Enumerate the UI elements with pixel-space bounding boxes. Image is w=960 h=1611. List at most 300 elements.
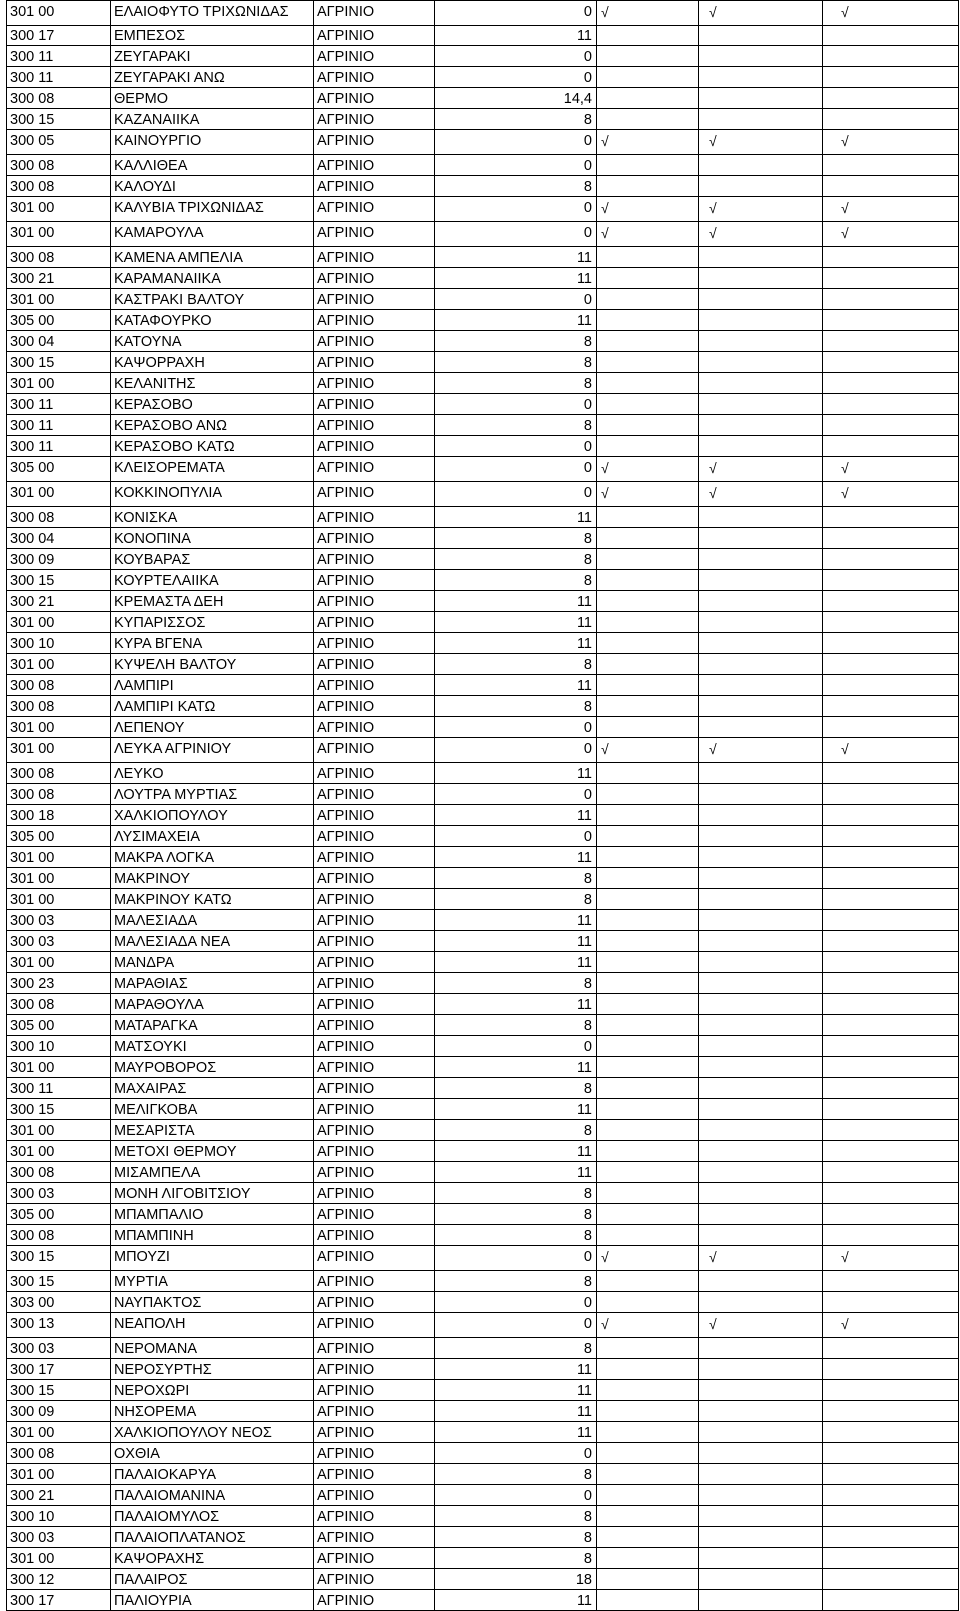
municipality-cell: ΑΓΡΙΝΙΟ (313, 784, 434, 804)
table-row (6, 1380, 959, 1401)
municipality-cell: ΑΓΡΙΝΙΟ (313, 549, 434, 569)
table-row (6, 717, 959, 738)
table-row (6, 310, 959, 331)
table-row (6, 1015, 959, 1036)
value-cell: 0 (434, 457, 596, 481)
locality-name-cell: ΠΑΛΑΙΟΜΥΛΟΣ (110, 1506, 313, 1526)
table-row (6, 88, 959, 109)
value-cell: 11 (434, 931, 596, 951)
table-row (6, 507, 959, 528)
postal-code-cell: 300 15 (6, 1099, 110, 1119)
postal-code-cell: 300 04 (6, 331, 110, 351)
check-mark-3-cell (822, 436, 959, 456)
check-mark-2-cell (698, 952, 822, 972)
municipality-cell: ΑΓΡΙΝΙΟ (313, 507, 434, 527)
locality-name-cell: ΝΕΡΟΣΥΡΤΗΣ (110, 1359, 313, 1379)
value-cell: 8 (434, 1506, 596, 1526)
check-mark-2-cell (698, 394, 822, 414)
value-cell: 11 (434, 1380, 596, 1400)
municipality-cell: ΑΓΡΙΝΙΟ (313, 847, 434, 867)
check-mark-2-cell (698, 247, 822, 267)
check-mark-1-cell (596, 910, 698, 930)
check-mark-1-cell (596, 507, 698, 527)
table-row (6, 1548, 959, 1569)
check-mark-1-cell (596, 394, 698, 414)
check-mark-1-cell (596, 155, 698, 175)
postal-code-cell: 301 00 (6, 197, 110, 221)
postal-code-cell: 300 08 (6, 675, 110, 695)
postal-code-cell: 301 00 (6, 717, 110, 737)
check-mark-1-cell (596, 1548, 698, 1568)
check-mark-1-cell (596, 1015, 698, 1035)
table-row (6, 268, 959, 289)
table-row (6, 247, 959, 268)
check-mark-2-cell (698, 176, 822, 196)
municipality-cell: ΑΓΡΙΝΙΟ (313, 1548, 434, 1568)
municipality-cell: ΑΓΡΙΝΙΟ (313, 1, 434, 25)
check-mark-3-cell (822, 67, 959, 87)
check-mark-1-cell (596, 268, 698, 288)
check-mark-2-cell (698, 973, 822, 993)
municipality-cell: ΑΓΡΙΝΙΟ (313, 268, 434, 288)
check-mark-2-cell: √ (698, 1246, 822, 1270)
value-cell: 0 (434, 222, 596, 246)
check-mark-1-cell (596, 717, 698, 737)
check-mark-3-cell (822, 310, 959, 330)
check-mark-1-cell (596, 696, 698, 716)
table-row (6, 1204, 959, 1225)
check-mark-3-cell (822, 176, 959, 196)
check-mark-1-cell (596, 436, 698, 456)
value-cell: 8 (434, 1204, 596, 1224)
municipality-cell: ΑΓΡΙΝΙΟ (313, 1506, 434, 1526)
value-cell: 8 (434, 1338, 596, 1358)
check-mark-2-cell (698, 352, 822, 372)
postal-code-cell: 301 00 (6, 482, 110, 506)
check-mark-3-cell (822, 1183, 959, 1203)
check-mark-2-cell (698, 994, 822, 1014)
postal-code-cell: 300 15 (6, 1380, 110, 1400)
check-mark-3-cell (822, 612, 959, 632)
municipality-cell: ΑΓΡΙΝΙΟ (313, 1485, 434, 1505)
check-mark-1-cell: √ (596, 738, 698, 762)
table-row (6, 654, 959, 675)
table-row (6, 176, 959, 197)
value-cell: 8 (434, 654, 596, 674)
locality-name-cell: ΜΟΝΗ ΛΙΓΟΒΙΤΣΙΟΥ (110, 1183, 313, 1203)
postal-code-cell: 301 00 (6, 1464, 110, 1484)
municipality-cell: ΑΓΡΙΝΙΟ (313, 197, 434, 221)
check-mark-2-cell: √ (698, 1313, 822, 1337)
check-mark-3-cell (822, 1225, 959, 1245)
check-mark-2-cell (698, 612, 822, 632)
value-cell: 11 (434, 1590, 596, 1610)
check-mark-1-cell (596, 994, 698, 1014)
locality-name-cell: ΧΑΛΚΙΟΠΟΥΛΟΥ ΝΕΟΣ (110, 1422, 313, 1442)
check-mark-1-cell (596, 88, 698, 108)
postal-code-cell: 300 08 (6, 784, 110, 804)
locality-name-cell: ΝΕΡΟΜΑΝΑ (110, 1338, 313, 1358)
check-mark-2-cell (698, 268, 822, 288)
locality-name-cell: ΚΛΕΙΣΟΡΕΜΑΤΑ (110, 457, 313, 481)
value-cell: 0 (434, 67, 596, 87)
municipality-cell: ΑΓΡΙΝΙΟ (313, 1141, 434, 1161)
check-mark-3-cell (822, 373, 959, 393)
check-mark-1-cell (596, 591, 698, 611)
value-cell: 0 (434, 46, 596, 66)
postal-code-cell: 301 00 (6, 847, 110, 867)
check-mark-1-cell (596, 847, 698, 867)
postal-code-cell: 300 15 (6, 109, 110, 129)
postal-code-cell: 300 11 (6, 1078, 110, 1098)
postal-code-cell: 301 00 (6, 654, 110, 674)
table-row (6, 1485, 959, 1506)
check-mark-2-cell (698, 1183, 822, 1203)
table-row (6, 1183, 959, 1204)
municipality-cell: ΑΓΡΙΝΙΟ (313, 763, 434, 783)
table-row (6, 847, 959, 868)
postal-code-cell: 300 10 (6, 1506, 110, 1526)
locality-name-cell: ΝΕΑΠΟΛΗ (110, 1313, 313, 1337)
municipality-cell: ΑΓΡΙΝΙΟ (313, 1359, 434, 1379)
value-cell: 8 (434, 1527, 596, 1547)
postal-code-cell: 301 00 (6, 1548, 110, 1568)
postal-code-cell: 301 00 (6, 1120, 110, 1140)
municipality-cell: ΑΓΡΙΝΙΟ (313, 1162, 434, 1182)
postal-code-cell: 300 23 (6, 973, 110, 993)
table-row (6, 696, 959, 717)
check-mark-2-cell (698, 1057, 822, 1077)
value-cell: 11 (434, 952, 596, 972)
check-mark-3-cell (822, 1590, 959, 1610)
check-mark-1-cell (596, 654, 698, 674)
value-cell: 8 (434, 868, 596, 888)
postal-code-cell: 300 08 (6, 763, 110, 783)
table-row (6, 952, 959, 973)
table-row (6, 973, 959, 994)
postal-code-cell: 303 00 (6, 1292, 110, 1312)
value-cell: 11 (434, 612, 596, 632)
table-row (6, 289, 959, 310)
check-mark-3-cell: √ (822, 222, 959, 246)
table-row (6, 994, 959, 1015)
locality-name-cell: ΜΕΣΑΡΙΣΤΑ (110, 1120, 313, 1140)
check-mark-1-cell (596, 633, 698, 653)
check-mark-3-cell: √ (822, 130, 959, 154)
check-mark-2-cell (698, 1338, 822, 1358)
municipality-cell: ΑΓΡΙΝΙΟ (313, 1569, 434, 1589)
check-mark-2-cell (698, 1380, 822, 1400)
municipality-cell: ΑΓΡΙΝΙΟ (313, 247, 434, 267)
check-mark-2-cell (698, 931, 822, 951)
value-cell: 8 (434, 352, 596, 372)
check-mark-3-cell (822, 1422, 959, 1442)
locality-name-cell: ΛΑΜΠΙΡΙ (110, 675, 313, 695)
check-mark-1-cell (596, 1271, 698, 1291)
check-mark-1-cell (596, 46, 698, 66)
municipality-cell: ΑΓΡΙΝΙΟ (313, 331, 434, 351)
check-mark-2-cell (698, 415, 822, 435)
value-cell: 11 (434, 1401, 596, 1421)
check-mark-3-cell (822, 1204, 959, 1224)
check-mark-3-cell (822, 109, 959, 129)
value-cell: 11 (434, 507, 596, 527)
value-cell: 0 (434, 1036, 596, 1056)
check-mark-2-cell (698, 549, 822, 569)
value-cell: 8 (434, 1015, 596, 1035)
check-mark-1-cell (596, 1120, 698, 1140)
check-mark-2-cell (698, 1120, 822, 1140)
postal-code-cell: 300 08 (6, 696, 110, 716)
postal-code-cell: 300 03 (6, 1183, 110, 1203)
locality-name-cell: ΚΑΛΥΒΙΑ ΤΡΙΧΩΝΙΔΑΣ (110, 197, 313, 221)
value-cell: 0 (434, 155, 596, 175)
check-mark-3-cell (822, 654, 959, 674)
postal-code-cell: 300 08 (6, 1162, 110, 1182)
locality-name-cell: ΜΑΧΑΙΡΑΣ (110, 1078, 313, 1098)
table-row (6, 331, 959, 352)
check-mark-3-cell (822, 549, 959, 569)
municipality-cell: ΑΓΡΙΝΙΟ (313, 373, 434, 393)
value-cell: 0 (434, 289, 596, 309)
locality-name-cell: ΚΟΝΙΣΚΑ (110, 507, 313, 527)
value-cell: 11 (434, 1057, 596, 1077)
check-mark-1-cell (596, 1078, 698, 1098)
postal-code-cell: 301 00 (6, 1422, 110, 1442)
value-cell: 8 (434, 373, 596, 393)
check-mark-1-cell (596, 805, 698, 825)
check-mark-3-cell (822, 1162, 959, 1182)
table-row (6, 738, 959, 763)
check-mark-3-cell (822, 826, 959, 846)
locality-name-cell: ΖΕΥΓΑΡΑΚΙ ΑΝΩ (110, 67, 313, 87)
table-row (6, 1359, 959, 1380)
check-mark-1-cell (596, 1036, 698, 1056)
check-mark-2-cell (698, 1359, 822, 1379)
postal-code-cell: 301 00 (6, 868, 110, 888)
municipality-cell: ΑΓΡΙΝΙΟ (313, 1099, 434, 1119)
check-mark-3-cell (822, 46, 959, 66)
value-cell: 0 (434, 1443, 596, 1463)
postal-code-cell: 300 03 (6, 931, 110, 951)
locality-name-cell: ΖΕΥΓΑΡΑΚΙ (110, 46, 313, 66)
postal-code-cell: 301 00 (6, 222, 110, 246)
value-cell: 8 (434, 549, 596, 569)
locality-name-cell: ΜΠΟΥΖΙ (110, 1246, 313, 1270)
municipality-cell: ΑΓΡΙΝΙΟ (313, 717, 434, 737)
value-cell: 11 (434, 1359, 596, 1379)
postal-code-cell: 300 11 (6, 394, 110, 414)
municipality-cell: ΑΓΡΙΝΙΟ (313, 696, 434, 716)
table-row (6, 482, 959, 507)
check-mark-2-cell (698, 1271, 822, 1291)
postal-code-cell: 300 04 (6, 528, 110, 548)
check-mark-3-cell (822, 289, 959, 309)
table-row (6, 373, 959, 394)
check-mark-1-cell (596, 1443, 698, 1463)
locality-name-cell: ΚΑΛΟΥΔΙ (110, 176, 313, 196)
table-row (6, 46, 959, 67)
check-mark-2-cell (698, 528, 822, 548)
locality-name-cell: ΚΡΕΜΑΣΤΑ ΔΕΗ (110, 591, 313, 611)
table-row (6, 889, 959, 910)
locality-name-cell: ΚΑΣΤΡΑΚΙ ΒΑΛΤΟΥ (110, 289, 313, 309)
check-mark-1-cell (596, 612, 698, 632)
postal-code-cell: 300 08 (6, 1225, 110, 1245)
municipality-cell: ΑΓΡΙΝΙΟ (313, 1036, 434, 1056)
check-mark-2-cell (698, 1590, 822, 1610)
table-row (6, 633, 959, 654)
value-cell: 0 (434, 1292, 596, 1312)
locality-name-cell: ΟΧΘΙΑ (110, 1443, 313, 1463)
locality-name-cell: ΚΑΜΑΡΟΥΛΑ (110, 222, 313, 246)
postal-code-cell: 300 12 (6, 1569, 110, 1589)
municipality-cell: ΑΓΡΙΝΙΟ (313, 738, 434, 762)
check-mark-1-cell (596, 176, 698, 196)
municipality-cell: ΑΓΡΙΝΙΟ (313, 633, 434, 653)
table-row (6, 570, 959, 591)
value-cell: 8 (434, 570, 596, 590)
municipality-cell: ΑΓΡΙΝΙΟ (313, 591, 434, 611)
value-cell: 0 (434, 482, 596, 506)
check-mark-1-cell: √ (596, 1, 698, 25)
check-mark-3-cell (822, 247, 959, 267)
locality-name-cell: ΜΙΣΑΜΠΕΛΑ (110, 1162, 313, 1182)
check-mark-1-cell (596, 331, 698, 351)
value-cell: 8 (434, 415, 596, 435)
check-mark-1-cell (596, 1464, 698, 1484)
value-cell: 11 (434, 633, 596, 653)
value-cell: 18 (434, 1569, 596, 1589)
locality-name-cell: ΜΑΛΕΣΙΑΔΑ ΝΕΑ (110, 931, 313, 951)
value-cell: 0 (434, 1, 596, 25)
municipality-cell: ΑΓΡΙΝΙΟ (313, 222, 434, 246)
municipality-cell: ΑΓΡΙΝΙΟ (313, 931, 434, 951)
check-mark-1-cell (596, 1590, 698, 1610)
table-row (6, 1162, 959, 1183)
value-cell: 8 (434, 889, 596, 909)
postal-code-cell: 305 00 (6, 1015, 110, 1035)
postal-code-cell: 300 15 (6, 570, 110, 590)
check-mark-2-cell (698, 591, 822, 611)
municipality-cell: ΑΓΡΙΝΙΟ (313, 805, 434, 825)
postal-code-cell: 300 09 (6, 1401, 110, 1421)
check-mark-2-cell (698, 88, 822, 108)
postal-code-cell: 301 00 (6, 738, 110, 762)
check-mark-2-cell (698, 1548, 822, 1568)
postal-code-cell: 301 00 (6, 612, 110, 632)
check-mark-2-cell (698, 25, 822, 45)
check-mark-1-cell (596, 973, 698, 993)
check-mark-3-cell (822, 352, 959, 372)
municipality-cell: ΑΓΡΙΝΙΟ (313, 1422, 434, 1442)
check-mark-1-cell (596, 952, 698, 972)
check-mark-3-cell: √ (822, 738, 959, 762)
check-mark-3-cell (822, 717, 959, 737)
check-mark-1-cell (596, 1292, 698, 1312)
table-row (6, 25, 959, 46)
check-mark-3-cell (822, 994, 959, 1014)
check-mark-3-cell (822, 1464, 959, 1484)
municipality-cell: ΑΓΡΙΝΙΟ (313, 994, 434, 1014)
check-mark-2-cell (698, 696, 822, 716)
check-mark-1-cell: √ (596, 1313, 698, 1337)
table-row (6, 910, 959, 931)
table-row (6, 1099, 959, 1120)
locality-name-cell: ΚΕΛΑΝΙΤΗΣ (110, 373, 313, 393)
table-row (6, 1443, 959, 1464)
table-row (6, 197, 959, 222)
municipality-cell: ΑΓΡΙΝΙΟ (313, 130, 434, 154)
check-mark-3-cell (822, 931, 959, 951)
locality-name-cell: ΚΑΛΛΙΘΕΑ (110, 155, 313, 175)
table-row (6, 222, 959, 247)
check-mark-2-cell (698, 763, 822, 783)
check-mark-1-cell: √ (596, 482, 698, 506)
value-cell: 8 (434, 109, 596, 129)
locality-name-cell: ΚΟΥΡΤΕΛΑΙΙΚΑ (110, 570, 313, 590)
postal-code-cell: 300 17 (6, 1590, 110, 1610)
municipality-cell: ΑΓΡΙΝΙΟ (313, 1120, 434, 1140)
check-mark-2-cell (698, 675, 822, 695)
value-cell: 11 (434, 591, 596, 611)
postal-code-cell: 300 11 (6, 67, 110, 87)
check-mark-2-cell: √ (698, 482, 822, 506)
check-mark-2-cell (698, 507, 822, 527)
check-mark-1-cell (596, 1162, 698, 1182)
table-row (6, 1527, 959, 1548)
check-mark-3-cell (822, 88, 959, 108)
postal-code-cell: 300 03 (6, 910, 110, 930)
locality-name-cell: ΜΠΑΜΠΙΝΗ (110, 1225, 313, 1245)
check-mark-1-cell (596, 826, 698, 846)
postal-code-cell: 301 00 (6, 373, 110, 393)
municipality-cell: ΑΓΡΙΝΙΟ (313, 612, 434, 632)
locality-name-cell: ΜΑΤΣΟΥΚΙ (110, 1036, 313, 1056)
locality-name-cell: ΛΥΣΙΜΑΧΕΙΑ (110, 826, 313, 846)
check-mark-3-cell (822, 570, 959, 590)
locality-name-cell: ΛΕΥΚΟ (110, 763, 313, 783)
value-cell: 11 (434, 247, 596, 267)
value-cell: 14,4 (434, 88, 596, 108)
check-mark-2-cell (698, 331, 822, 351)
check-mark-3-cell: √ (822, 1246, 959, 1270)
postal-code-cell: 305 00 (6, 1204, 110, 1224)
postal-code-cell: 300 05 (6, 130, 110, 154)
table-row (6, 1271, 959, 1292)
check-mark-2-cell (698, 570, 822, 590)
check-mark-3-cell (822, 1548, 959, 1568)
value-cell: 8 (434, 1464, 596, 1484)
locality-name-cell: ΘΕΡΜΟ (110, 88, 313, 108)
table-row (6, 415, 959, 436)
table-row (6, 352, 959, 373)
table-row (6, 1292, 959, 1313)
municipality-cell: ΑΓΡΙΝΙΟ (313, 910, 434, 930)
check-mark-2-cell (698, 1099, 822, 1119)
check-mark-2-cell (698, 805, 822, 825)
municipality-cell: ΑΓΡΙΝΙΟ (313, 289, 434, 309)
check-mark-3-cell (822, 805, 959, 825)
check-mark-1-cell (596, 1204, 698, 1224)
locality-name-cell: ΜΑΡΑΘΟΥΛΑ (110, 994, 313, 1014)
table-row (6, 155, 959, 176)
postal-code-cell: 301 00 (6, 1057, 110, 1077)
locality-name-cell: ΠΑΛΑΙΟΠΛΑΤΑΝΟΣ (110, 1527, 313, 1547)
table-row (6, 1590, 959, 1611)
locality-name-cell: ΚΑΡΑΜΑΝΑΙΙΚΑ (110, 268, 313, 288)
postal-code-cell: 305 00 (6, 457, 110, 481)
